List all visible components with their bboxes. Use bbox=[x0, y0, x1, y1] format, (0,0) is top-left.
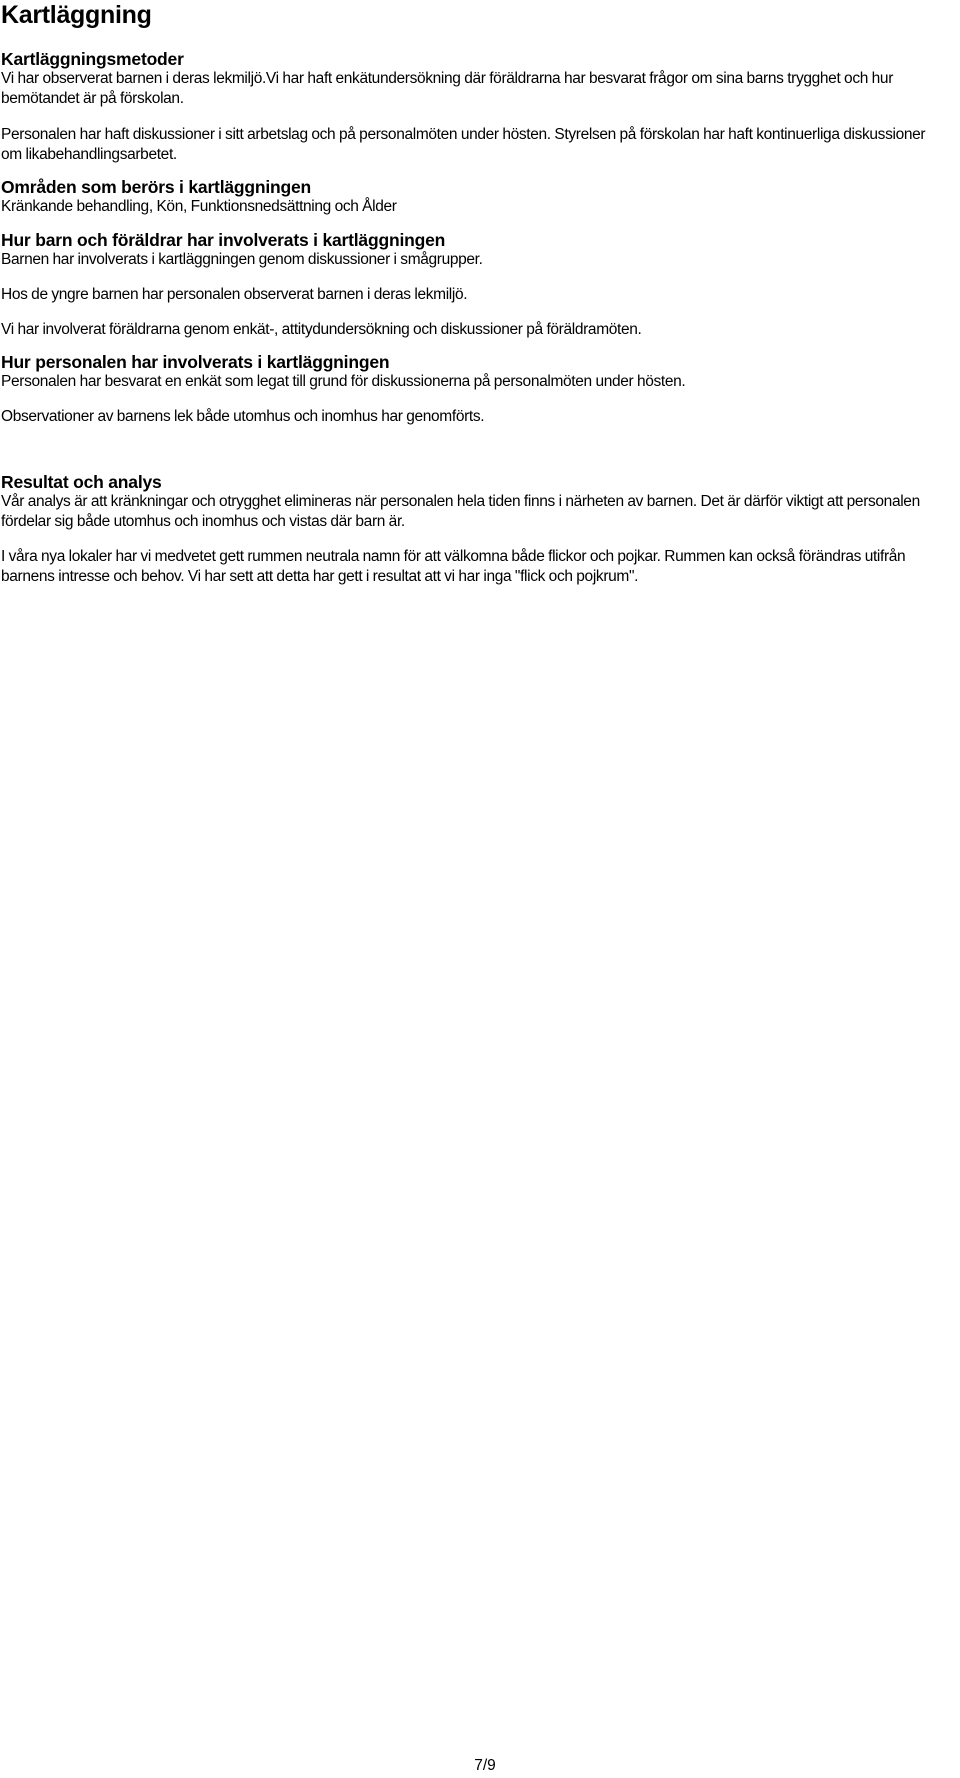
paragraph-metoder-2: Personalen har haft diskussioner i sitt arbetslag och på personalmöten under hösten. Styrelsen på förskolan har haft kontinuerliga diskussioner om likabehandlingsarbetet. bbox=[1, 126, 926, 163]
paragraph-barn-2: Hos de yngre barnen har personalen observerat barnen i deras lekmiljö. bbox=[1, 286, 468, 303]
paragraph-resultat-2: I våra nya lokaler har vi medvetet gett rummen neutrala namn för att välkomna både flickor och pojkar. Rummen kan också förändras utifrån barnens intresse och behov. Vi har sett att detta har gett i resultat att vi har inga "flick och pojkrum". bbox=[1, 548, 906, 585]
heading-omraden: Områden som berörs i kartläggningen bbox=[1, 177, 312, 197]
heading-personalen: Hur personalen har involverats i kartläggningen bbox=[1, 352, 390, 372]
heading-resultat-och-analys: Resultat och analys bbox=[1, 472, 162, 492]
paragraph-resultat-1: Vår analys är att kränkningar och otrygghet elimineras när personalen hela tiden finns i närheten av barnen. Det är därför viktigt att personalen fördelar sig både utomhus och inomhus och vistas där barn är. bbox=[1, 493, 920, 530]
paragraph-omraden-1: Kränkande behandling, Kön, Funktionsnedsättning och Ålder bbox=[1, 198, 397, 215]
document-content bbox=[1, 0, 949, 587]
heading-kartlaggningsmetoder: Kartläggningsmetoder bbox=[1, 49, 184, 69]
paragraph-personalen-2: Observationer av barnens lek både utomhus och inomhus har genomförts. bbox=[1, 408, 485, 425]
paragraph-personalen-1: Personalen har besvarat en enkät som legat till grund för diskussionerna på personalmöten under hösten. bbox=[1, 373, 686, 390]
page-number: 7/9 bbox=[474, 1757, 496, 1774]
paragraph-metoder-1: Vi har observerat barnen i deras lekmiljö.Vi har haft enkätundersökning där föräldrarna har besvarat frågor om sina barns trygghet och hur bemötandet är på förskolan. bbox=[1, 70, 894, 107]
heading-barn-och-foraldrar: Hur barn och föräldrar har involverats i kartläggningen bbox=[1, 230, 446, 250]
page-title: Kartläggning bbox=[1, 1, 152, 29]
paragraph-barn-1: Barnen har involverats i kartläggningen genom diskussioner i smågrupper. bbox=[1, 251, 483, 268]
paragraph-barn-3: Vi har involverat föräldrarna genom enkät-, attitydundersökning och diskussioner på föräldramöten. bbox=[1, 321, 642, 338]
page-footer bbox=[0, 1756, 960, 1776]
